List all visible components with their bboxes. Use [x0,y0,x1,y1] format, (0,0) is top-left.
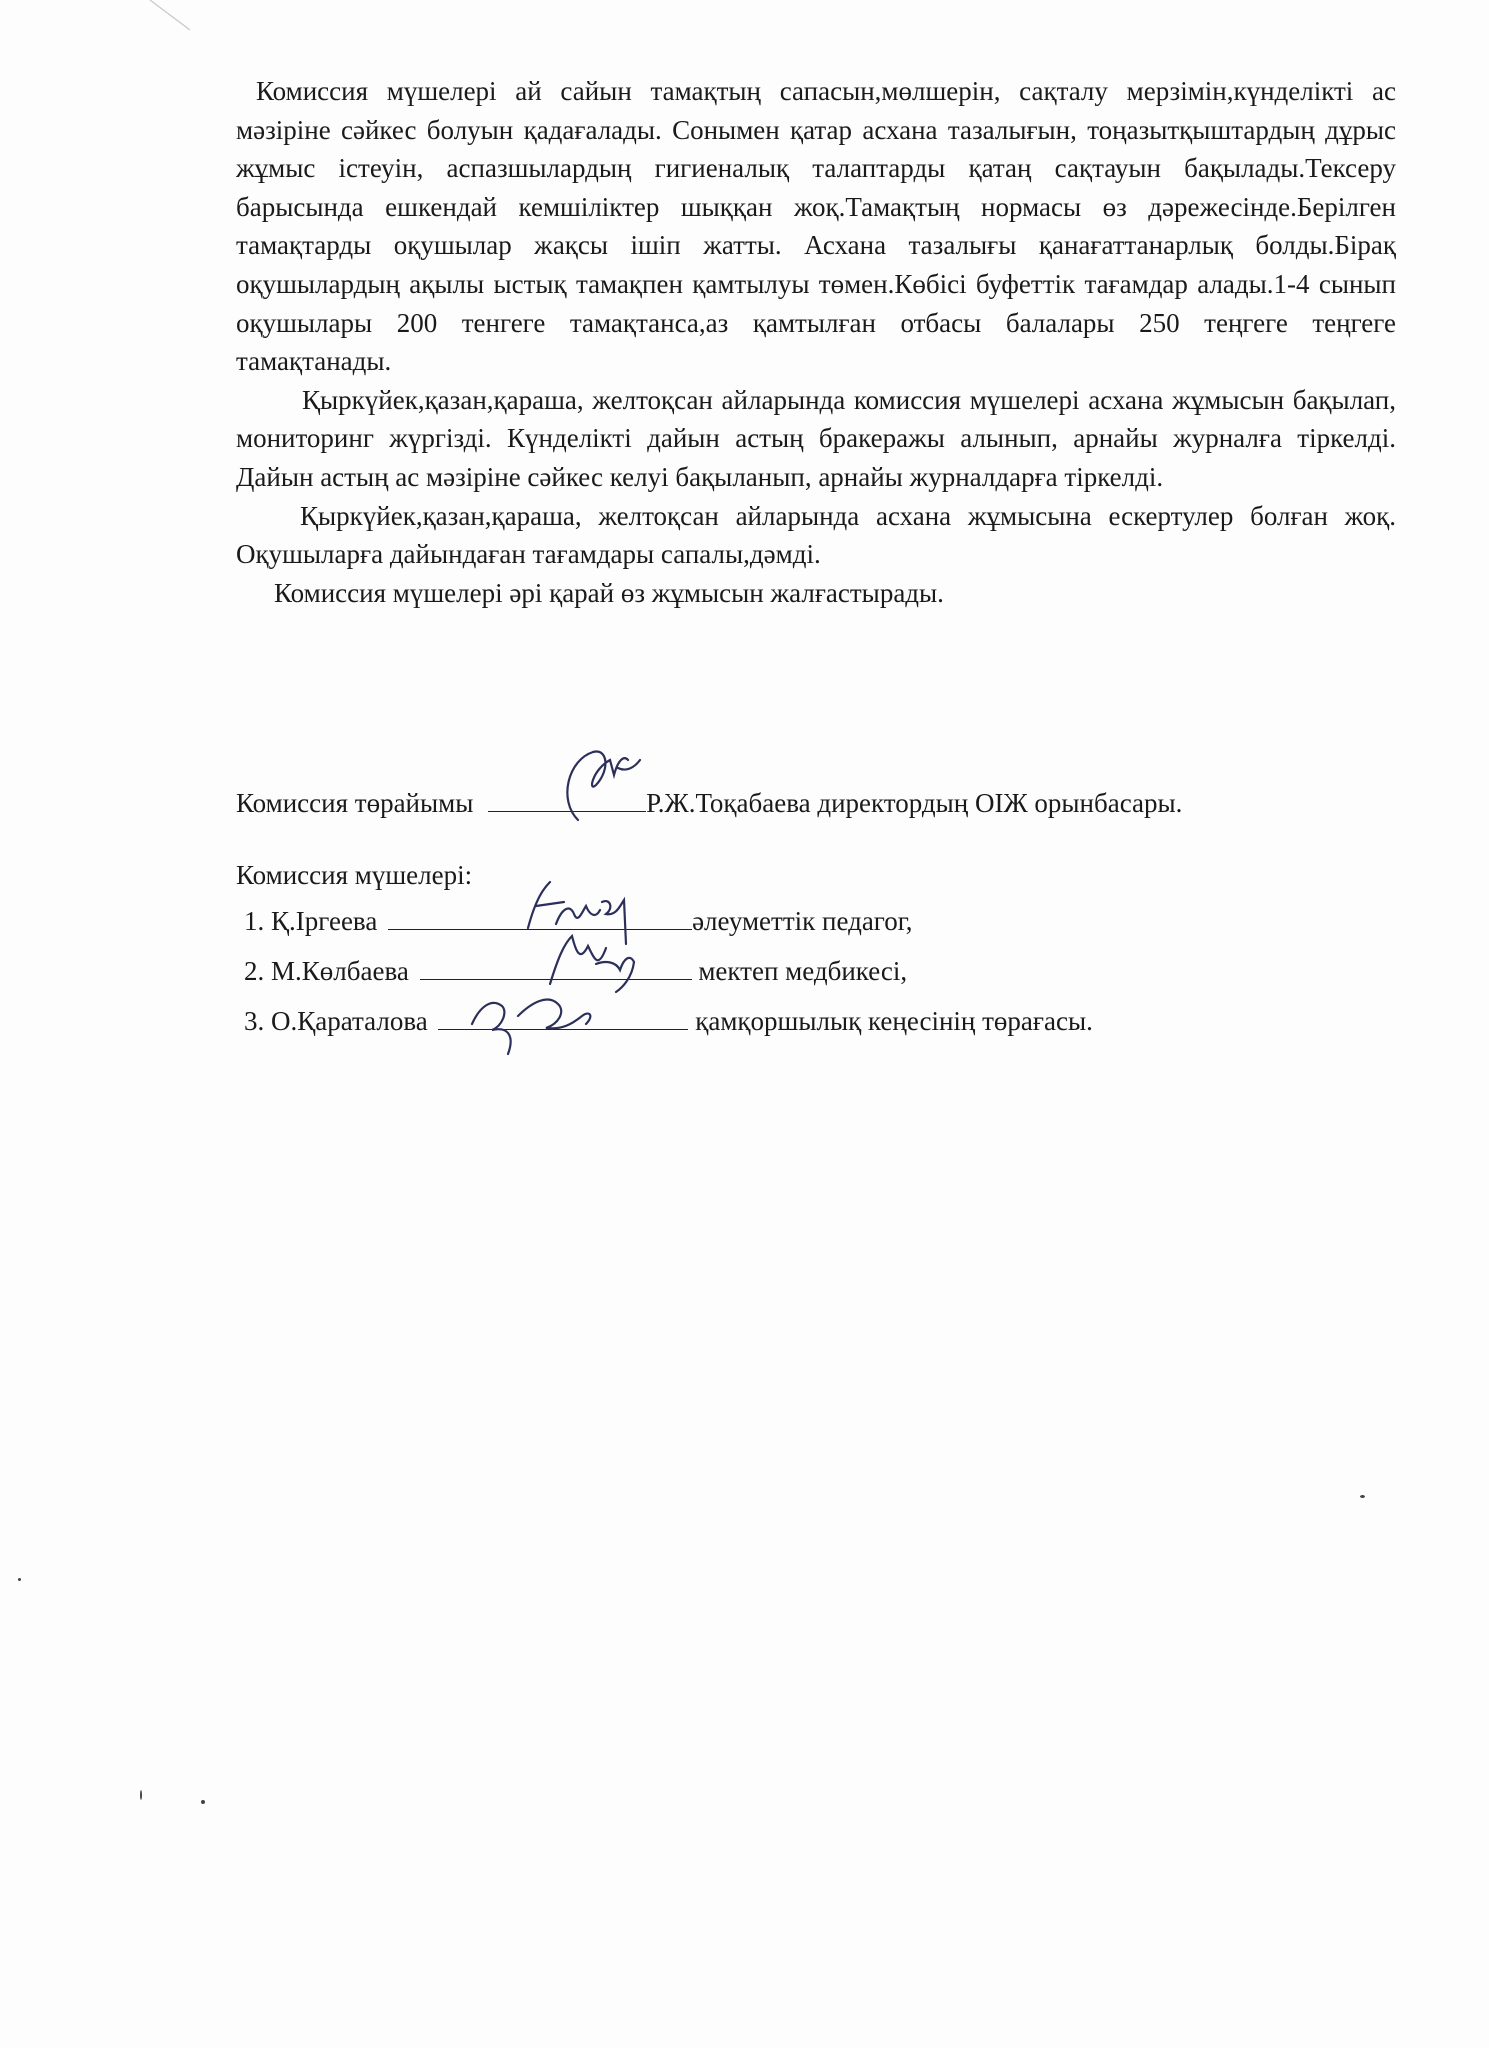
member-role: әлеуметтік педагог, [692,906,913,936]
scan-speck [18,1578,21,1581]
scan-speck [1360,1495,1365,1498]
member-number: 3. [244,1006,265,1036]
member-name: Қ.Іргеева [271,906,378,936]
scan-corner-edge [0,0,200,40]
member-role: мектеп медбикесі, [698,956,908,986]
chair-signature-line [236,788,1182,818]
paragraph-continuation: Комиссия мүшелері әрі қарай өз жұмысын жалғастырады. [274,577,944,608]
member-name: М.Көлбаева [271,956,409,986]
member-row-2 [244,956,907,986]
chair-label: Комиссия төрайымы [236,788,474,818]
paragraph-no-remarks: Қыркүйек,қазан,қараша, желтоқсан айларында асхана жұмысына ескертулер болған жоқ. Оқушыларға дайындаған тағамдары сапалы,дәмді. [236,500,1396,570]
member-signature-blank [438,1007,688,1030]
member-signature-blank [420,957,692,980]
chair-name-role: Р.Ж.Тоқабаева директордың ОІЖ орынбасары. [646,788,1183,818]
chair-signature-blank [488,789,646,812]
paragraph-autumn-monitoring: Қыркүйек,қазан,қараша, желтоқсан айларында комиссия мүшелері асхана жұмысын бақылап, мониторинг жүргізді. Күнделікті дайын астың бракеражы алынып, арнайы журналға тіркелді. Дайын астың ас мәзіріне сәйкес келуі бақыланып, арнайы журналдарға тіркелді. [236,384,1396,492]
paragraph-monitoring-summary: Комиссия мүшелері ай сайын тамақтың сапасын,мөлшерін, сақталу мерзімін,күнделікті ас мәзіріне сәйкес болуын қадағалады. Сонымен қатар асхана тазалығын, тоңазытқыштардың дұрыс жұмыс істеуін, аспазшылардың гигиеналық талаптарды қатаң сақтауын бақылады.Тексеру барысында ешкендай кемшіліктер шыққан жоқ.Тамақтың нормасы өз дәрежесінде.Берілген тамақтарды оқушылар жақсы ішіп жатты. Асхана тазалығы қанағаттанарлық болды.Бірақ оқушылардың ақылы ыстық тамақпен қамтылуы төмен.Көбісі буфеттік тағамдар алады.1-4 сынып оқушылары 200 тенгеге тамақтанса,аз қамтылған отбасы балалары 250 теңгеге теңгеге тамақтанады. [236,76,1396,377]
member-number: 1. [244,906,265,936]
member-number: 2. [244,956,265,986]
member-signature-blank [388,907,692,930]
scan-speck [140,1790,142,1800]
scan-speck [201,1800,205,1804]
member-role: қамқоршылық кеңесінің төрағасы. [695,1006,1093,1036]
member-row-1 [244,906,913,936]
member-row-3 [244,1006,1093,1036]
members-heading: Комиссия мүшелері: [236,860,473,890]
member-name: О.Қараталова [271,1006,428,1036]
report-body [236,72,1396,612]
